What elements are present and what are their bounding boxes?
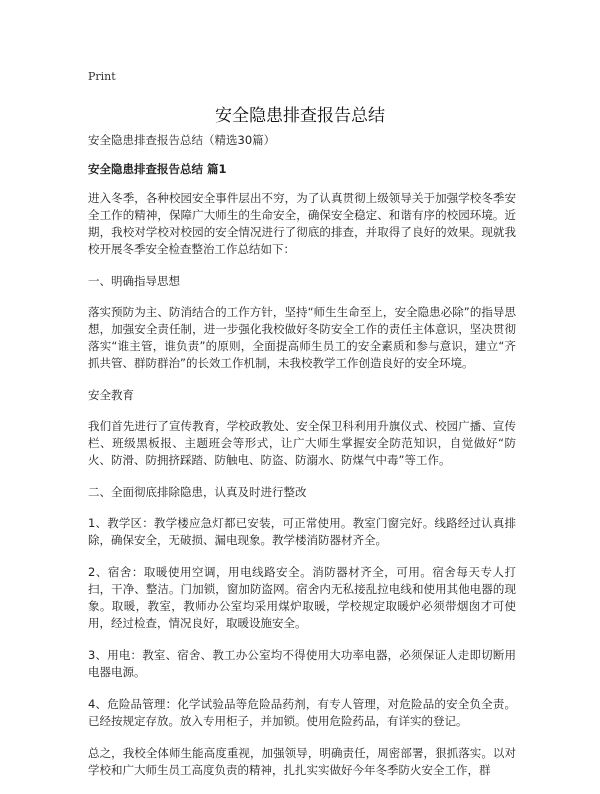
paragraph-electricity: 3、用电：教室、宿舍、教工办公室均不得使用大功率电器，必须保证人走即切断用电器电源。 <box>88 648 516 679</box>
paragraph-teaching-area: 1、教学区：教学楼应急灯都已安装，可正常使用。教室门窗完好。线路经过认真排除，确保安全，无破损、漏电现象。教学楼消防器材齐全。 <box>88 516 516 547</box>
document-body <box>88 132 516 794</box>
heading-guiding-principle: 一、明确指导思想 <box>88 274 180 288</box>
heading-hazard-elimination: 二、全面彻底排除隐患，认真及时进行整改 <box>88 485 307 499</box>
heading-safety-education: 安全教育 <box>88 388 134 402</box>
page-title: 安全隐患排查报告总结 <box>215 106 385 126</box>
paragraph-safety-education: 我们首先进行了宣传教育，学校政教处、安全保卫科利用升旗仪式、校园广播、宣传栏、班级黑板报、主题班会等形式，让广大师生掌握安全防范知识，自觉做好“防火、防滑、防拥挤踩踏、防触电、防盗、防溺水、防煤气中毒”等工作。 <box>88 419 516 467</box>
document-subtitle: 安全隐患排查报告总结（精选30篇） <box>88 133 276 147</box>
print-link[interactable]: Print <box>88 70 116 83</box>
paragraph-intro: 进入冬季，各种校园安全事件层出不穷，为了认真贯彻上级领导关于加强学校冬季安全工作的精神，保障广大师生的生命安全，确保安全稳定、和谐有序的校园环境。近期，我校对学校对校园的安全情况进行了彻底的排查，并取得了良好的效果。现就我校开展冬季安全检查整治工作总结如下： <box>88 191 516 256</box>
paragraph-hazardous-materials: 4、危险品管理：化学试验品等危险品药剂，有专人管理，对危险品的安全负全责。已经按规定存放。放入专用柜子，并加锁。使用危险药品，有详实的登记。 <box>88 697 516 728</box>
section-heading: 安全隐患排查报告总结 篇1 <box>88 162 227 176</box>
paragraph-dormitory: 2、宿舍：取暖使用空调，用电线路安全。消防器材齐全，可用。宿舍每天专人打扫，干净、整洁。门加锁，窗加防盗网。宿舍内无私接乱拉电线和使用其他电器的现象。取暖，教室，教师办公室均采用煤炉取暖，学校规定取暖炉必须带烟囱才可使用，经过检查，情况良好，取暖设施安全。 <box>88 565 516 630</box>
paragraph-summary: 总之，我校全体师生能高度重视，加强领导，明确责任，周密部署，狠抓落实。以对学校和广大师生员工高度负责的精神，扎扎实实做好今年冬季防火安全工作，群 <box>88 746 516 777</box>
paragraph-guiding-principle: 落实预防为主、防消结合的工作方针，坚持“师生生命至上，安全隐患必除”的指导思想，加强安全责任制，进一步强化我校做好冬防安全工作的责任主体意识，坚决贯彻落实“谁主管，谁负责”的原则，全面提高师生员工的安全素质和参与意识，建立“齐抓共管、群防群治”的长效工作机制，未我校教学工作创造良好的安全环境。 <box>88 305 516 370</box>
